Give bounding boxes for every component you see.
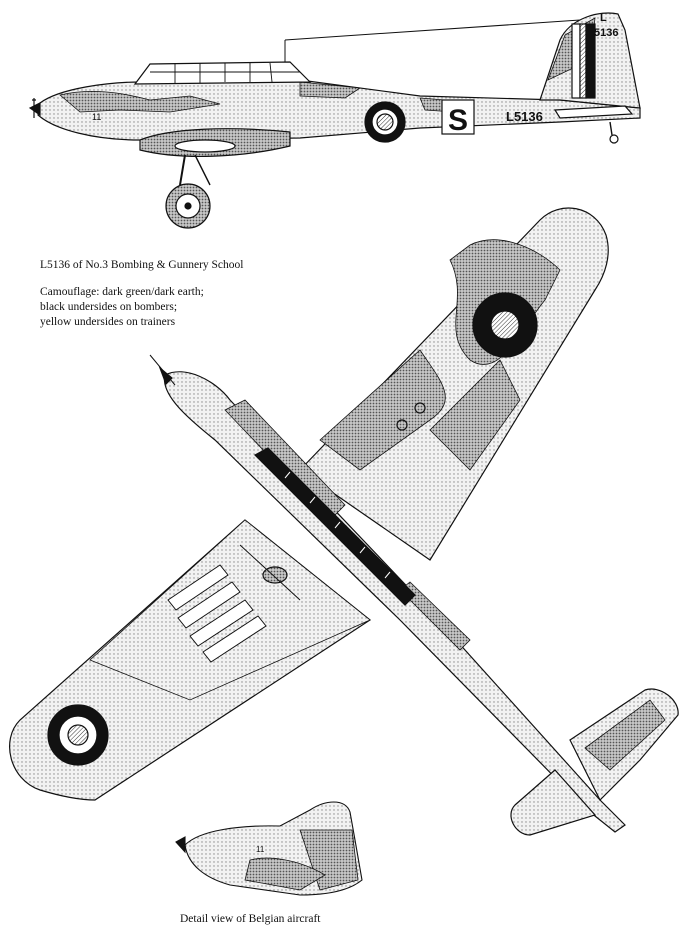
side-view [30,13,640,228]
camouflage-line: black undersides on bombers; [40,301,178,313]
camouflage-line: yellow undersides on trainers [40,316,176,328]
camouflage-caption [40,285,204,330]
detail-nose-number: 11 [256,845,265,854]
fin-number: 5136 [594,27,619,39]
nose-number: 11 [92,112,102,122]
detail-caption: Detail view of Belgian aircraft [180,913,321,925]
fuselage-serial: L5136 [506,109,543,124]
aircraft-caption: L5136 of No.3 Bombing & Gunnery School [40,259,244,271]
top-roundel-right [473,293,537,357]
fin-letter: L [600,12,607,24]
side-canopy [135,62,310,84]
code-letter: S [448,104,469,137]
camouflage-line: Camouflage: dark green/dark earth; [40,286,204,298]
fin-flash [572,24,595,98]
side-roundel [365,102,405,142]
detail-view [176,802,362,895]
top-roundel-left [48,705,108,765]
